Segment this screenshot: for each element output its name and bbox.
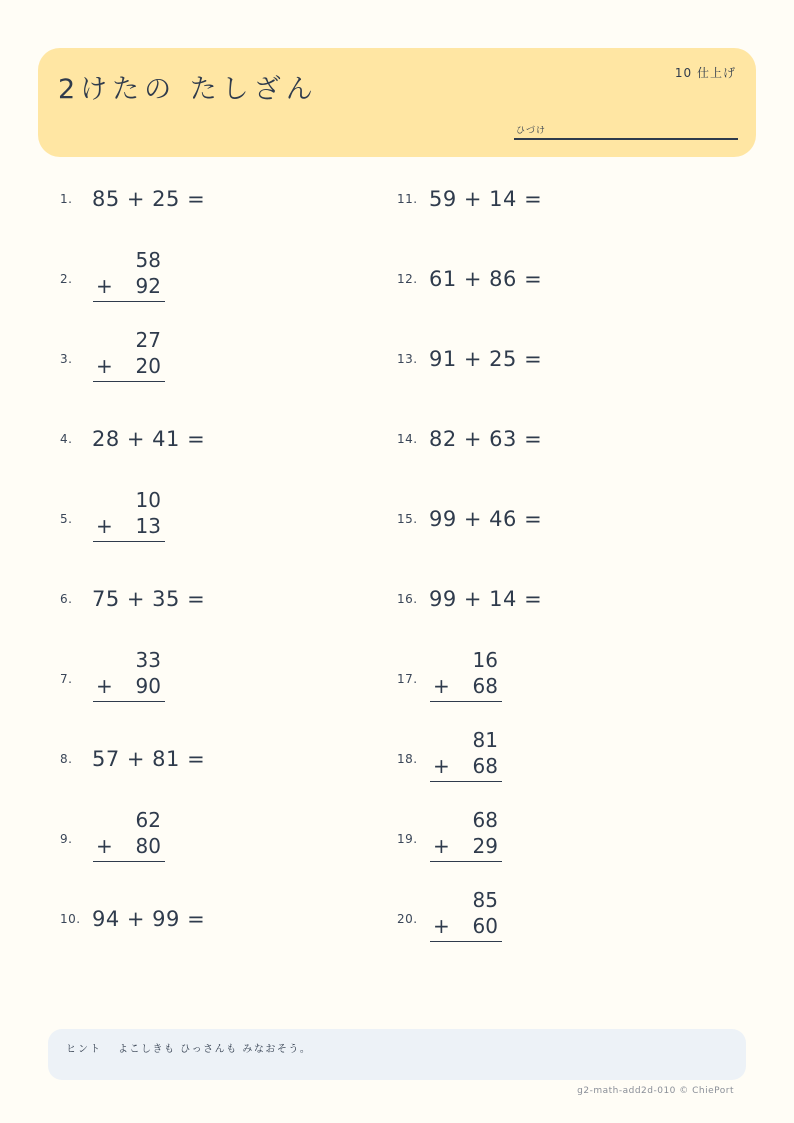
problem-number: 5. [60,512,73,526]
problem-number: 7. [60,672,73,686]
top-operand: 68 [472,808,498,832]
answer-line [93,541,165,542]
problem-number: 3. [60,352,73,366]
date-label: ひづけ [516,126,547,136]
top-operand: 85 [472,888,498,912]
problem-number: 1. [60,192,73,206]
inline-expression: 91 + 25 = [429,347,543,371]
inline-expression: 99 + 14 = [429,587,543,611]
bottom-operand: 90 [135,674,161,698]
inline-expression: 59 + 14 = [429,187,543,211]
problem-item [60,158,360,218]
footer-credit: g2-math-add2d-010 © ChiePort [577,1086,734,1096]
problem-item [60,878,360,938]
plus-sign: + [96,354,113,378]
problem-item [60,318,360,378]
problem-number: 12. [397,272,418,286]
hint-box [48,1029,746,1080]
grade-label: 10 仕上げ [674,66,736,80]
problem-item [397,158,697,218]
problem-number: 17. [397,672,418,686]
problem-number: 15. [397,512,418,526]
inline-expression: 85 + 25 = [92,187,206,211]
bottom-operand: 80 [135,834,161,858]
problem-number: 2. [60,272,73,286]
problem-number: 9. [60,832,73,846]
problem-item [397,238,697,298]
answer-line [93,301,165,302]
bottom-operand: 92 [135,274,161,298]
answer-line [430,861,502,862]
problem-item [60,558,360,618]
answer-line [93,861,165,862]
bottom-operand: 60 [472,914,498,938]
problem-item [60,798,360,858]
problem-item [397,478,697,538]
inline-expression: 57 + 81 = [92,747,206,771]
problem-number: 16. [397,592,418,606]
inline-expression: 82 + 63 = [429,427,543,451]
answer-line [93,381,165,382]
bottom-operand: 13 [135,514,161,538]
problem-number: 10. [60,912,81,926]
hint-label: ヒント [66,1044,102,1055]
bottom-operand: 20 [135,354,161,378]
inline-expression: 75 + 35 = [92,587,206,611]
problem-item [60,718,360,778]
problem-number: 19. [397,832,418,846]
problem-item [60,238,360,298]
answer-line [430,701,502,702]
problem-number: 13. [397,352,418,366]
problem-item [397,558,697,618]
answer-line [93,701,165,702]
problem-item [60,478,360,538]
plus-sign: + [96,274,113,298]
top-operand: 58 [135,248,161,272]
problem-item [397,718,697,778]
inline-expression: 28 + 41 = [92,427,206,451]
inline-expression: 99 + 46 = [429,507,543,531]
problem-item [397,878,697,938]
problem-number: 20. [397,912,418,926]
problem-item [60,638,360,698]
plus-sign: + [433,754,450,778]
plus-sign: + [433,674,450,698]
worksheet-header [38,48,756,157]
bottom-operand: 68 [472,754,498,778]
problem-item [397,638,697,698]
problem-number: 11. [397,192,418,206]
bottom-operand: 68 [472,674,498,698]
problem-item [60,398,360,458]
top-operand: 10 [135,488,161,512]
problem-number: 8. [60,752,73,766]
date-field[interactable] [514,123,738,140]
problem-number: 4. [60,432,73,446]
problem-item [397,318,697,378]
answer-line [430,941,502,942]
inline-expression: 61 + 86 = [429,267,543,291]
top-operand: 16 [472,648,498,672]
plus-sign: + [96,834,113,858]
plus-sign: + [433,834,450,858]
top-operand: 27 [135,328,161,352]
problem-item [397,398,697,458]
worksheet-title: 2けたの たしざん [58,74,318,105]
problem-number: 6. [60,592,73,606]
problem-number: 14. [397,432,418,446]
hint-text: よこしきも ひっさんも みなおそう。 [118,1044,312,1055]
bottom-operand: 29 [472,834,498,858]
problem-number: 18. [397,752,418,766]
plus-sign: + [96,514,113,538]
plus-sign: + [96,674,113,698]
answer-line [430,781,502,782]
top-operand: 33 [135,648,161,672]
plus-sign: + [433,914,450,938]
top-operand: 81 [472,728,498,752]
top-operand: 62 [135,808,161,832]
problem-item [397,798,697,858]
inline-expression: 94 + 99 = [92,907,206,931]
